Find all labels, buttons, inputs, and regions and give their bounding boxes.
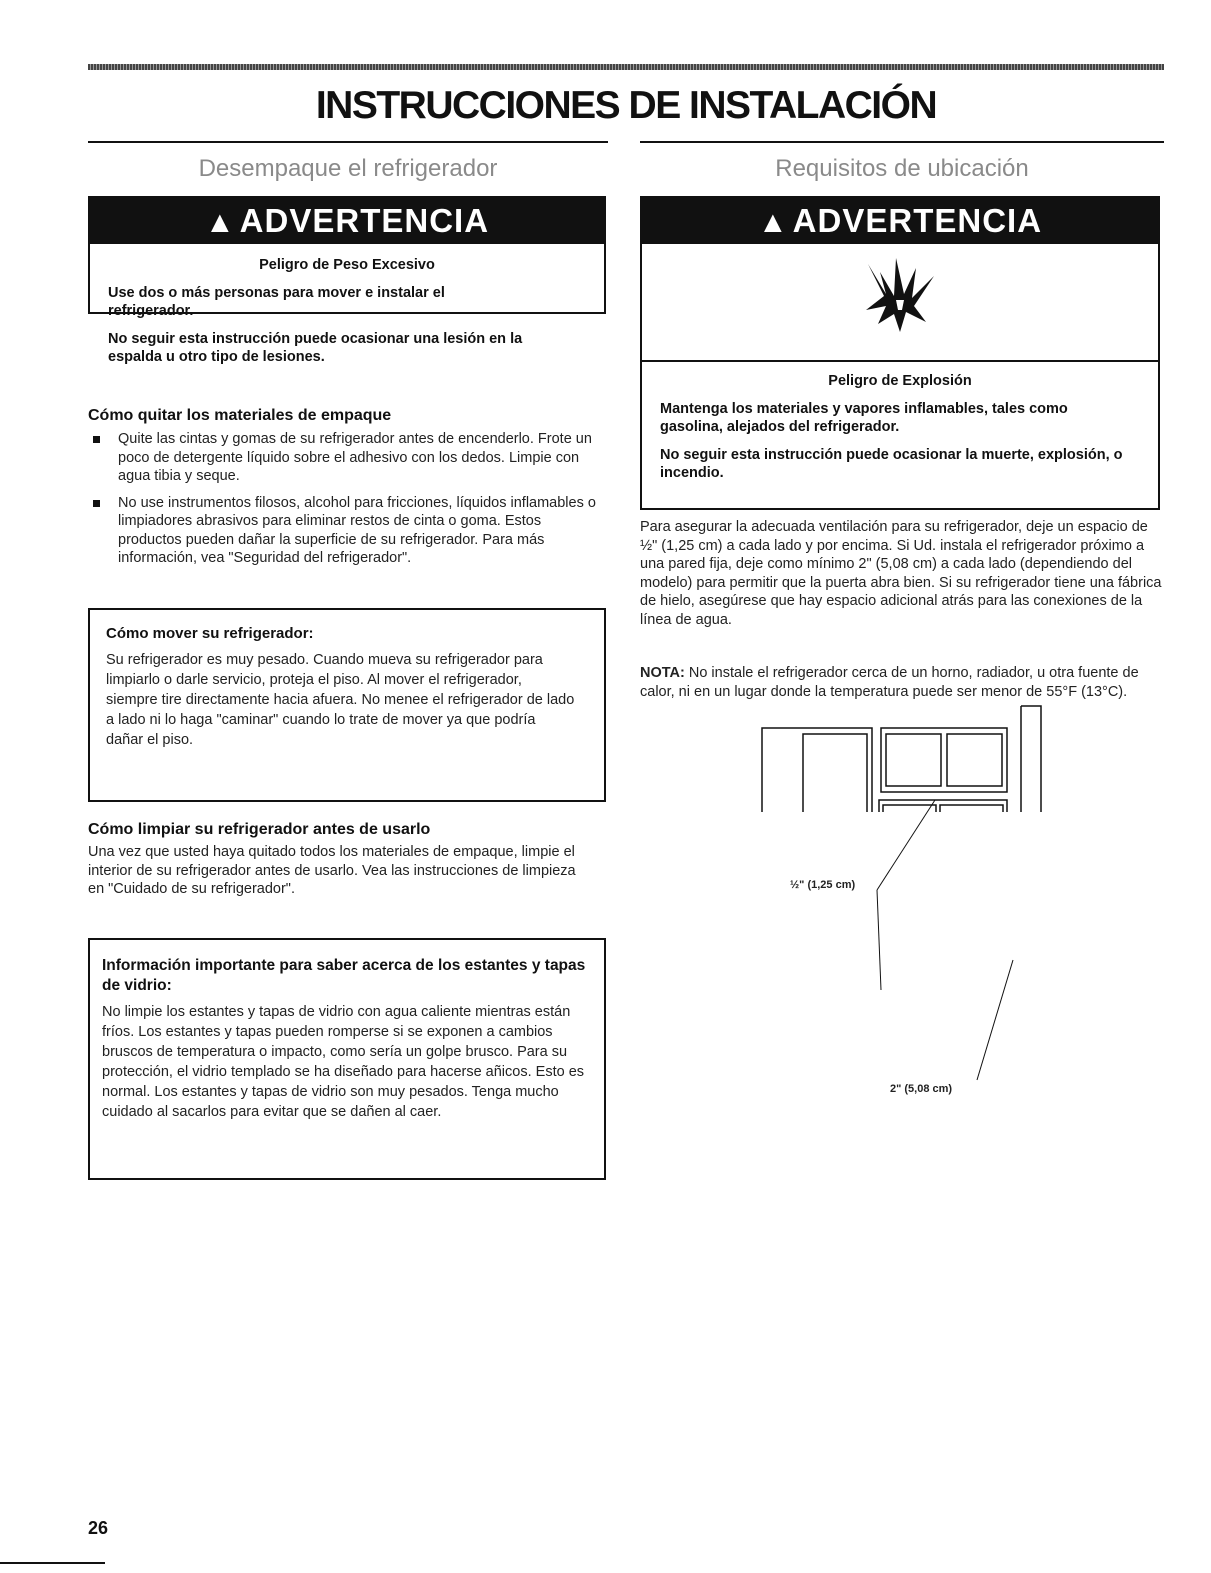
- note-paragraph: [640, 664, 1164, 701]
- ventilation-paragraph: Para asegurar la adecuada ventilación para su refrigerador, deje un espacio de ½" (1,25 cm) a cada lado y por encima. Si Ud. instala el refrigerador próximo a una pared fija, deje como mínimo 2" (5,08 cm) a cada lado (dependiendo del modelo) para permitir que la puerta abra bien. Si su refrigerador tiene una fábrica de hielo, asegúrese que hay espacio adicional atrás para las conexiones de la línea de agua.: [640, 519, 1162, 628]
- moving-info-box: [88, 608, 606, 802]
- bullet-square-icon: [93, 436, 100, 443]
- warning-triangle-icon: ▲: [757, 206, 789, 239]
- top-dotted-rule: [88, 64, 1164, 70]
- warning-line-1: Use dos o más personas para mover e instalar el refrigerador.: [108, 285, 445, 319]
- diagram-leaders: [755, 700, 1055, 1100]
- remove-packaging-heading: Cómo quitar los materiales de empaque: [88, 407, 392, 424]
- warning-body: [90, 244, 604, 384]
- bullet-square-icon: [93, 500, 100, 507]
- warning-header: [642, 198, 1158, 244]
- warning-triangle-icon: ▲: [204, 206, 236, 239]
- explosion-warning-box: [640, 196, 1160, 510]
- clearance-two-inch-label: 2" (5,08 cm): [890, 1083, 953, 1095]
- left-title-rule: [88, 141, 608, 143]
- warning-body: [642, 362, 1158, 500]
- page-number: 26: [88, 1518, 109, 1538]
- list-item: Quite las cintas y gomas de su refrigerador antes de encenderlo. Frote un poco de detergente líquido sobre el adhesivo con los dedos. Limpie con agua tibia y seque.: [88, 430, 606, 486]
- note-label: NOTA:: [640, 665, 685, 681]
- warning-label: ADVERTENCIA: [792, 202, 1043, 239]
- warning-header: [90, 198, 604, 244]
- warning-hazard: Peligro de Peso Excesivo: [259, 257, 435, 273]
- cleaning-heading: Cómo limpiar su refrigerador antes de usarlo: [88, 821, 431, 838]
- weight-warning-box: [88, 196, 606, 365]
- moving-text: Su refrigerador es muy pesado. Cuando mueva su refrigerador para limpiarlo o darle servicio, proteja el piso. Al mover el refrigerador, siempre tire directamente hacia afuera. No menee el refrigerador de lado a lado ni lo haga "caminar" cuando lo trate de mover ya que podría dañar el piso.: [106, 652, 575, 748]
- cleaning-text: Una vez que usted haya quitado todos los materiales de empaque, limpie el interior de su refrigerador antes de usarlo. Vea las instrucciones de limpieza en "Cuidado de su refrigerador".: [88, 844, 576, 897]
- clearance-half-inch-label: ½" (1,25 cm): [790, 879, 856, 891]
- warning-line-2: No seguir esta instrucción puede ocasionar la muerte, explosión, o incendio.: [660, 447, 1123, 481]
- remove-packaging-list: [88, 430, 606, 576]
- explosion-icon-area: [642, 244, 1158, 362]
- glass-shelves-box: [88, 938, 606, 1180]
- page-title: INSTRUCCIONES DE INSTALACIÓN: [315, 84, 937, 127]
- bottom-rule: [0, 1562, 105, 1564]
- glass-heading: Información importante para saber acerca de los estantes y tapas de vidrio:: [102, 957, 586, 994]
- left-section-title: Desempaque el refrigerador: [198, 155, 498, 182]
- warning-hazard: Peligro de Explosión: [828, 373, 972, 389]
- glass-text: No limpie los estantes y tapas de vidrio con agua caliente mientras están fríos. Los estantes y tapas pueden romperse si se exponen a cambios bruscos de temperatura o impacto, como sería un golpe brusco. Para su protección, el vidrio templado se ha diseñado para hacerse añicos. Esto es normal. Los estantes y tapas de vidrio son muy pesados. Tenga mucho cuidado al sacarlos para evitar que se dañen al caer.: [102, 1004, 585, 1120]
- right-title-rule: [640, 141, 1164, 143]
- warning-line-1: Mantenga los materiales y vapores inflamables, tales como gasolina, alejados del refrigerador.: [660, 401, 1068, 435]
- note-text: No instale el refrigerador cerca de un horno, radiador, u otra fuente de calor, ni en un lugar donde la temperatura puede ser menor de 55°F (13°C).: [640, 665, 1139, 700]
- right-section-title: Requisitos de ubicación: [775, 155, 1029, 182]
- moving-heading: Cómo mover su refrigerador:: [106, 625, 314, 642]
- explosion-icon: [642, 244, 1158, 360]
- warning-label: ADVERTENCIA: [239, 202, 490, 239]
- warning-line-2: No seguir esta instrucción puede ocasionar una lesión en la espalda u otro tipo de lesiones.: [108, 331, 523, 365]
- list-item: No use instrumentos filosos, alcohol para fricciones, líquidos inflamables o limpiadores abrasivos para eliminar restos de cinta o goma. Estos productos pueden dañar la superficie de su refrigerador. Para más información, vea "Seguridad del refrigerador".: [88, 494, 606, 568]
